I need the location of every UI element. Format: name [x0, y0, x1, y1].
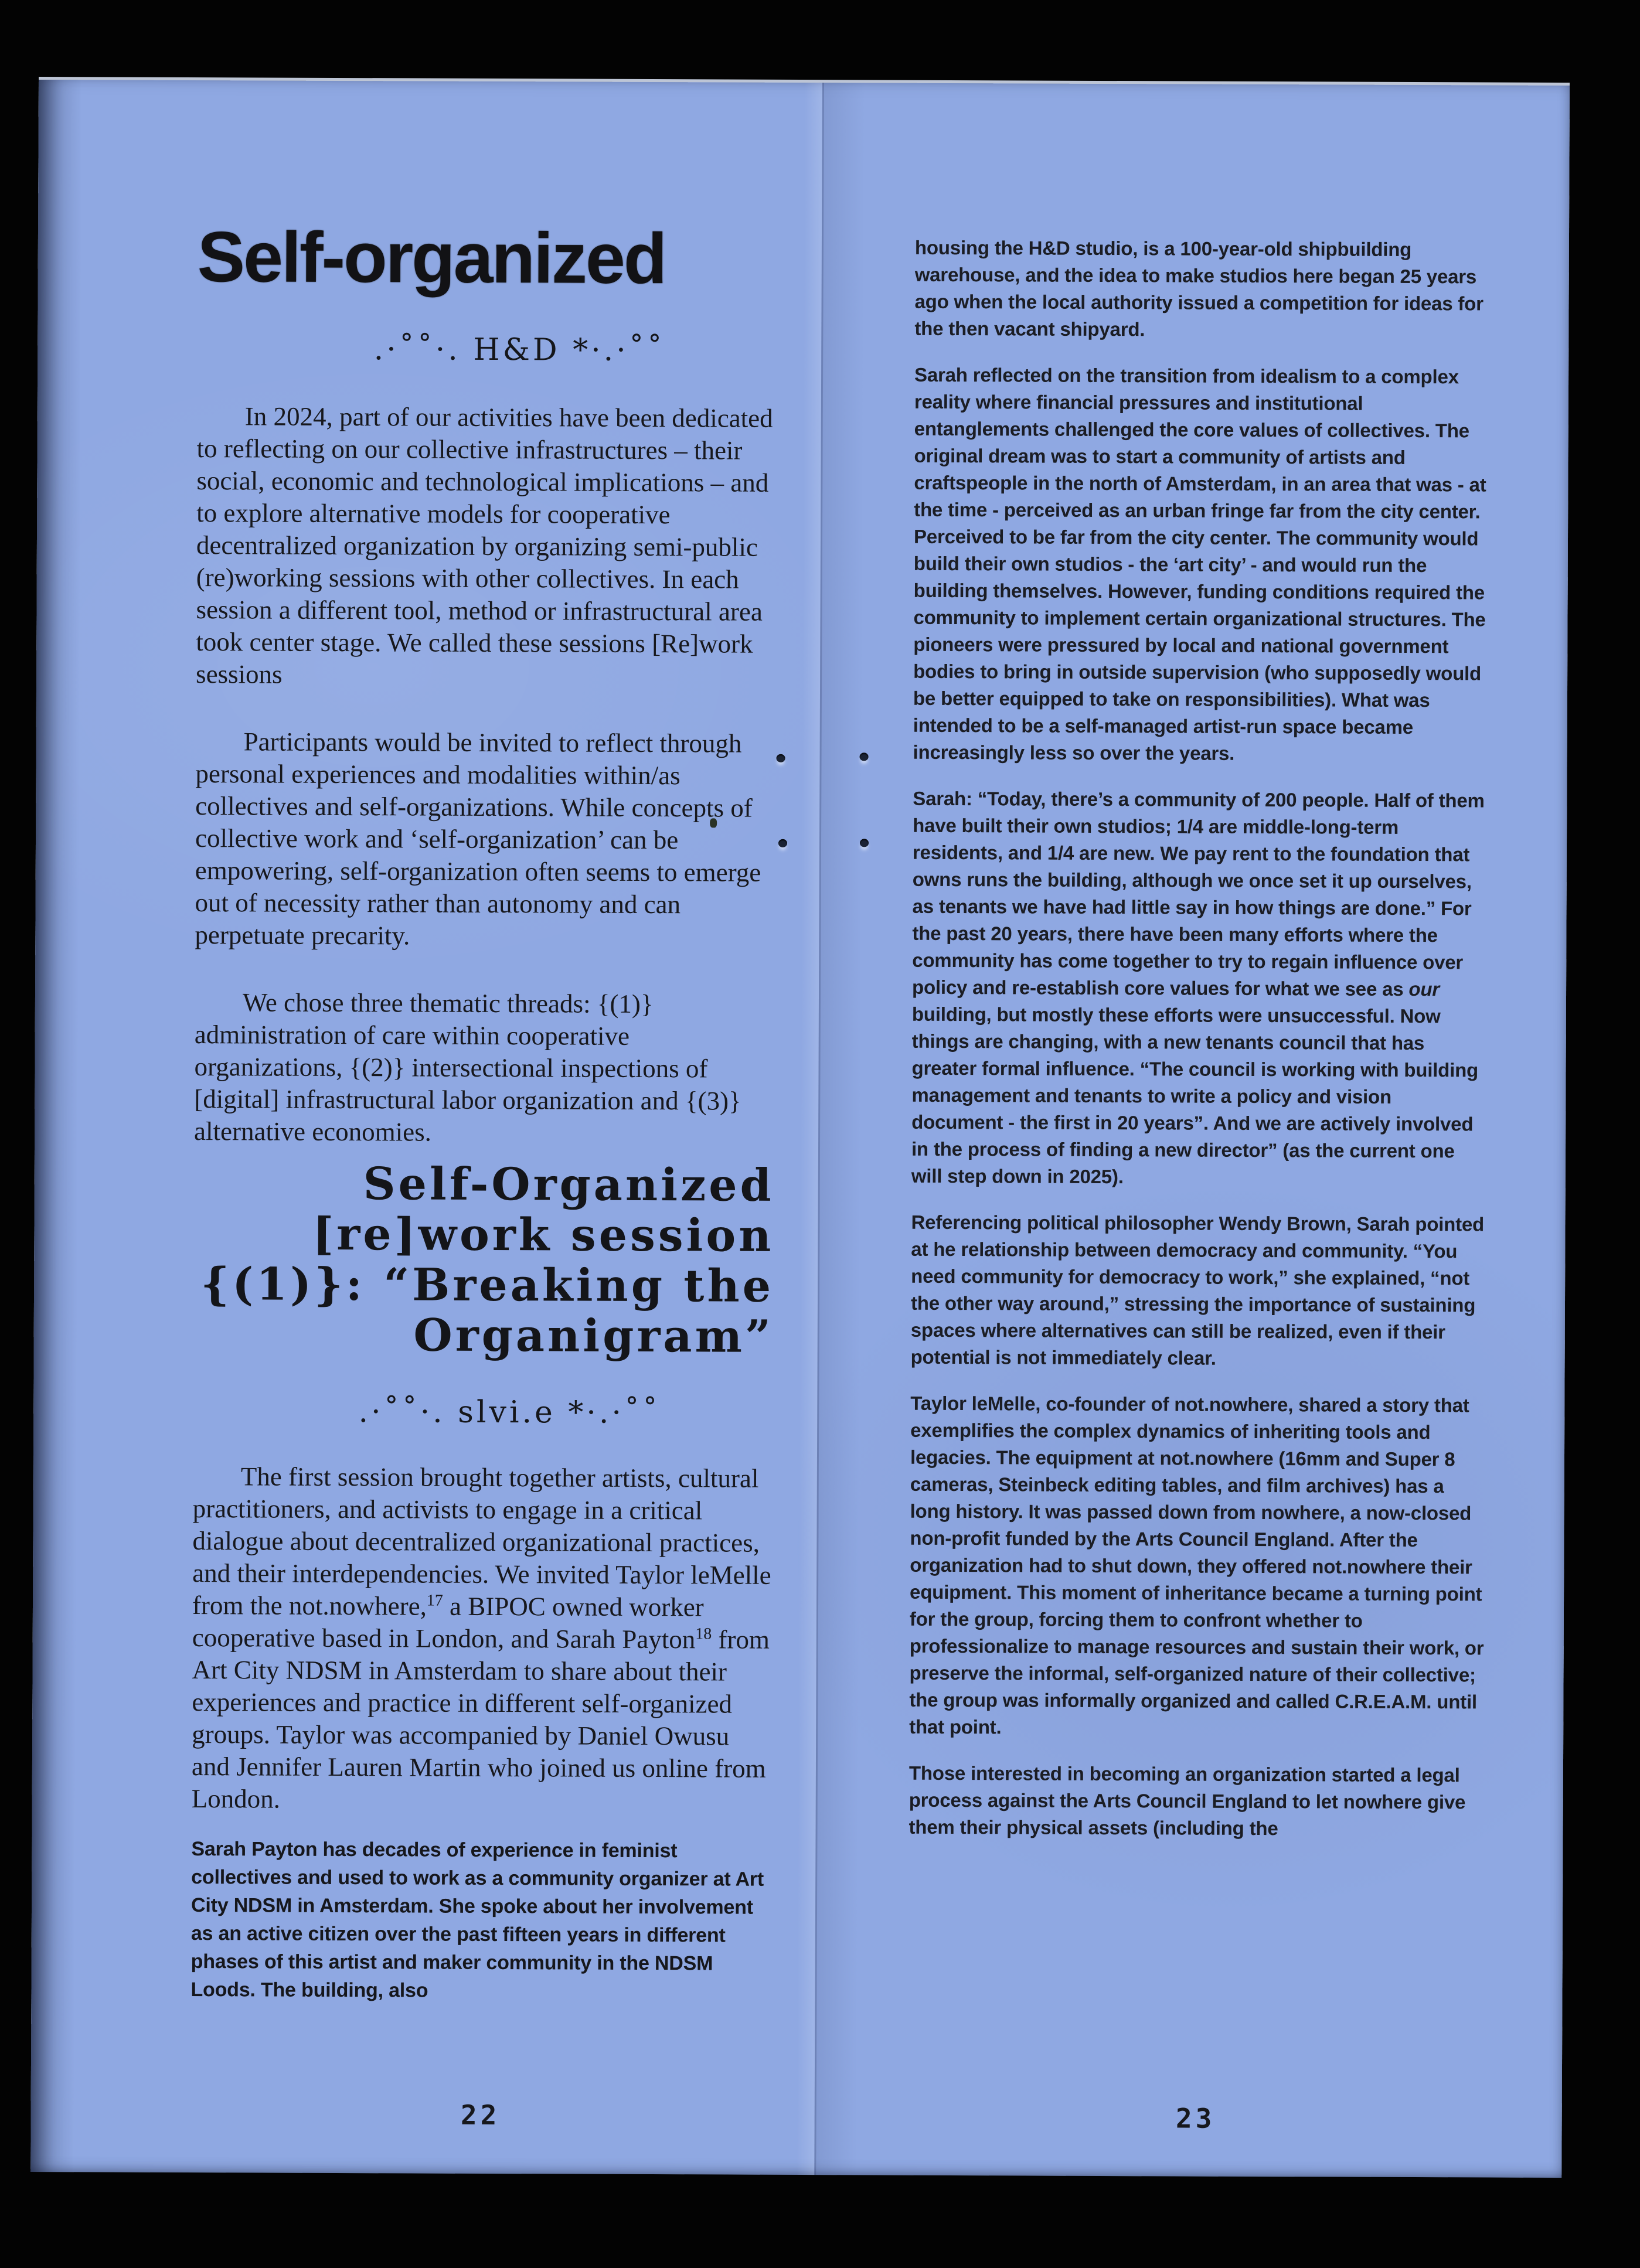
session-heading: [193, 1158, 774, 1362]
page-stack-edge: [30, 80, 82, 2172]
session-heading-line: Organigram”: [413, 1309, 774, 1363]
page-number-right: 23: [1175, 2102, 1216, 2134]
paragraph: Sarah: “Today, there’s a community of 200 people. Half of them have built their own studios; 1/4 are middle-long-term residents, and 1/4 are new. We pay rent to the foundation that owns runs the building, although we once set it up ourselves, as tenants we have had little say in how things are done.” For the past 20 years, there have been many efforts where the community has come together to try to regain influence over policy and re-establish core values for what we see as our building, but mostly these efforts were unsuccessful. Now things are changing, with a new tenants council that has greater formal influence. “The council is working with building management and tenants to write a policy and vision document - the first in 20 years”. And we are actively involved in the process of finding a new director” (as the current one will step down in 2025).: [911, 787, 1485, 1188]
paragraph: Participants would be invited to reflect through personal experiences and modalities within/as collectives and self-organizations. While concepts of collective work and ‘self-organization’ can be empowering, self-organization often seems to emerge out of necessity rather than autonomy and can perpetuate precarity.: [195, 727, 761, 951]
right-page-body: [909, 234, 1491, 1843]
staple-hole: [860, 839, 869, 847]
collective-name-decorated: .·˚˚·. H&D *·.·˚˚: [373, 332, 665, 369]
staple-hole: [778, 839, 787, 847]
facilitator-name-decorated: .·˚˚·. slvi.e *·.·˚˚: [358, 1394, 661, 1431]
paragraph: Taylor leMelle, co-founder of not.nowhere, shared a story that exemplifies the complex dynamics of inheriting tools and legacies. The equipment at not.nowhere (16mm and Super 8 cameras, Steinbeck editing tables, and film archives) has a long history. It was passed down from nowhere, a now-closed non-profit funded by the Arts Council England. After the organization had to shut down, they offered not.nowhere their equipment. This moment of inheritance became a turning point for the group, forcing them to confront whether to professionalize to manage resources and sustain their work, or preserve the informal, self-organized nature of their collective; the group was informally organized and called C.R.E.A.M. until that point.: [909, 1392, 1484, 1738]
paragraph: Sarah reflected on the transition from idealism to a complex reality where financial pressures and institutional entanglements challenged the core values of collectives. The original dream was to start a community of artists and craftspeople in the north of Amsterdam, in an area that was - at the time - perceived as an urban fringe far from the city center. Perceived to be far from the city center. The community would build their own studios - the ‘art city’ - and would run the building themselves. However, funding conditions required the community to implement certain organizational structures. The pioneers were pressured by local and national government bodies to bring in outside supervision (who supposedly would be better equipped to take on responsibilities). What was intended to be a self-managed artist-run space became increasingly less so over the years.: [913, 363, 1486, 764]
page-title: Self-organized: [197, 217, 666, 299]
left-page-session-body: [192, 1460, 773, 1817]
page-number-left: 22: [460, 2099, 501, 2131]
paragraph: The first session brought together artists, cultural practitioners, and activists to engage in a critical dialogue about decentralized organizational practices, and their interdependencies. We invited Taylor leMelle from the not.nowhere,$^{17}$ a BIPOC owned worker cooperative based in London, and Sarah Payton$^{18}$ from Art City NDSM in Amsterdam to share about their experiences and practice in different self-organized groups. Taylor was accompanied by Daniel Owusu and Jennifer Lauren Martin who joined us online from London.: [191, 1462, 771, 1814]
paragraph: Those interested in becoming an organization started a legal process against the Arts Council England to let nowhere give them their physical assets (including the: [909, 1762, 1466, 1840]
session-heading-line: Self-Organized: [363, 1157, 774, 1211]
paragraph: In 2024, part of our activities have been dedicated to reflecting on our collective infrastructures – their social, economic and technological implications – and to explore alternative models for cooperative decentralized organization by organizing semi-public (re)working sessions with other collectives. In each session a different tool, method or infrastructural area took center stage. We called these sessions [Re]work sessions: [196, 401, 773, 689]
staple-hole: [860, 752, 869, 761]
paragraph: housing the H&D studio, is a 100-year-old shipbuilding warehouse, and the idea to make studios here began 25 years ago when the local authority issued a competition for ideas for the then vacant shipyard.: [914, 236, 1484, 340]
session-heading-line: {(1)}: “Breaking the: [200, 1258, 774, 1312]
left-page-intro-body: [194, 400, 777, 1150]
page-right: [907, 234, 1491, 2148]
page-left: [190, 217, 778, 2146]
bio-paragraph: Sarah Payton has decades of experience in feminist collectives and used to work as a community organizer at Art City NDSM in Amsterdam. She spoke about her involvement as an active citizen over the past fifteen years in different phases of this artist and maker community in the NDSM Loods. The building, also: [190, 1838, 764, 2002]
paragraph: We chose three thematic threads: {(1)} administration of care within cooperative organizations, {(2)} intersectional inspections of [digital] infrastructural labor organization and {(3)} alternative economies.: [194, 987, 741, 1147]
booklet-spread: [30, 80, 1570, 2178]
staple-hole: [777, 754, 785, 762]
paragraph: Referencing political philosopher Wendy Brown, Sarah pointed at he relationship between democracy and community. “You need community for democracy to work,” she explained, “not the other way around,” stressing the importance of sustaining spaces where alternatives can still be realized, even if their potential is not immediately clear.: [910, 1211, 1485, 1369]
center-fold-shadow: [816, 83, 865, 2175]
session-heading-line: [re]work session: [312, 1207, 774, 1262]
